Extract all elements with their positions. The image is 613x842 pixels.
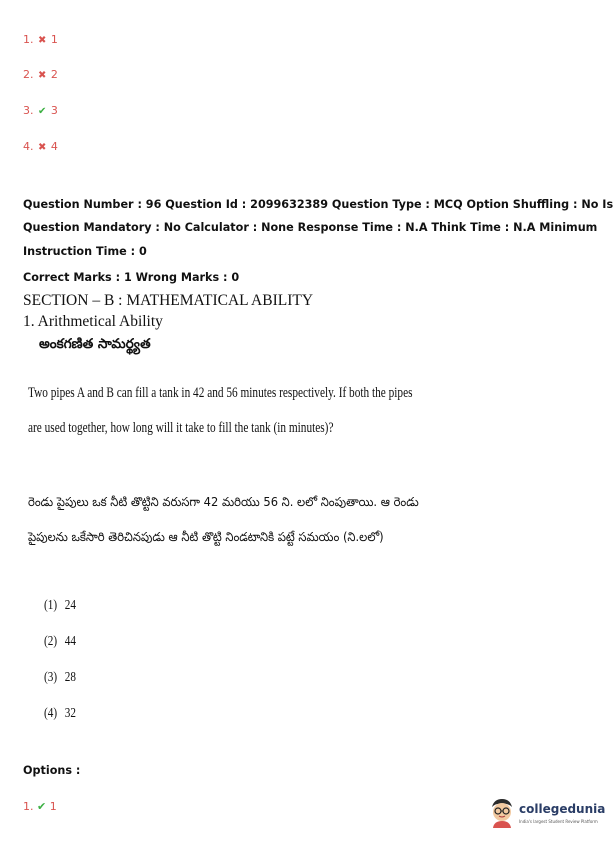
marks-line: Correct Marks : 1 Wrong Marks : 0: [23, 271, 240, 284]
collegedunia-logo: [488, 797, 606, 833]
prev-option-3: 3. ✔ 3: [23, 104, 58, 117]
prev-option-1: 1. ✖ 1: [23, 33, 58, 46]
section-title: SECTION – B : MATHEMATICAL ABILITY: [23, 292, 314, 309]
logo-tagline: India's largest Student Review Platform: [519, 819, 598, 824]
section-subtitle-telugu: అంకగణిత సామర్థ్యత: [39, 336, 151, 352]
choice-2: (2) 44: [44, 634, 76, 649]
section-subtitle: 1. Arithmetical Ability: [23, 313, 163, 330]
options-label: Options :: [23, 764, 81, 777]
cross-icon: ✖: [38, 70, 47, 81]
question-telugu-line-2: పైపులను ఒకేసారి తెరిచినపుడు ఆ నీటి తొట్టి నిండటానికి పట్టే సమయం (ని.లలో): [28, 529, 384, 544]
check-icon: ✔: [38, 106, 47, 117]
question-meta-line-2: Question Mandatory : No Calculator : None Response Time : N.A Think Time : N.A Minimum: [23, 221, 598, 234]
question-english-line-2: are used together, how long will it take to fill the tank (in minutes)?: [28, 420, 334, 436]
choice-3: (3) 28: [44, 670, 76, 685]
question-meta-line-1: Question Number : 96 Question Id : 2099632389 Question Type : MCQ Option Shuffling : No Is: [23, 198, 613, 211]
choice-4: (4) 32: [44, 706, 76, 721]
question-telugu-line-1: రెండు పైపులు ఒక నీటి తొట్టిని వరుసగా 42 మరియు 56 ని. లలో నింపుతాయి. ఆ రెండు: [28, 494, 419, 509]
prev-option-2: 2. ✖ 2: [23, 68, 58, 81]
question-meta-line-3: Instruction Time : 0: [23, 245, 147, 258]
answer-option-1: 1. ✔ 1: [23, 800, 57, 813]
question-english-line-1: Two pipes A and B can fill a tank in 42 and 56 minutes respectively. If both the pipes: [28, 385, 413, 401]
mascot-icon: [488, 797, 516, 829]
cross-icon: ✖: [38, 142, 47, 153]
check-icon: ✔: [37, 800, 47, 813]
choice-1: (1) 24: [44, 598, 76, 613]
prev-option-4: 4. ✖ 4: [23, 140, 58, 153]
cross-icon: ✖: [38, 35, 47, 46]
logo-brand-text: collegedunia: [519, 802, 606, 816]
